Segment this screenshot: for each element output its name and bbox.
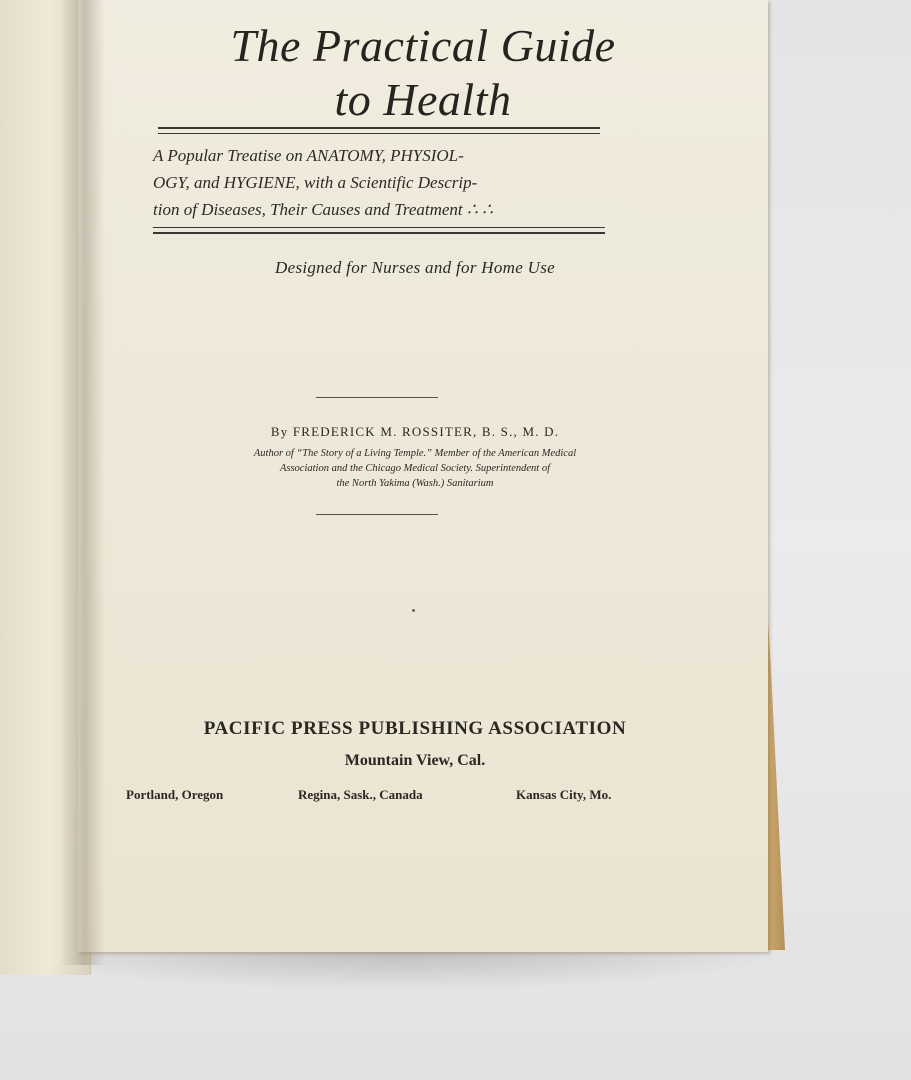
subtitle-rule-thick [153, 232, 605, 234]
book-title-line-2: to Health [334, 74, 512, 125]
author-credentials [70, 446, 760, 491]
branch-kansas-city: Kansas City, Mo. [516, 787, 612, 802]
subtitle [153, 142, 613, 223]
publisher-city: Mountain View, Cal. [344, 752, 486, 769]
title-rule-top-thick [158, 127, 600, 129]
paper-speck [412, 609, 415, 612]
author-note-line-1: Author of “The Story of a Living Temple.” Member of the American Medical [253, 448, 577, 459]
subtitle-line-1: A Popular Treatise on ANATOMY, PHYSIOL- [153, 146, 464, 165]
subtitle-line-3: tion of Diseases, Their Causes and Treatment ∴ ∴ [153, 200, 493, 219]
subtitle-rule-thin [153, 227, 605, 228]
title-rule-top-thin [158, 133, 600, 134]
book-shadow [0, 950, 790, 990]
branch-regina: Regina, Sask., Canada [298, 787, 423, 802]
ornament-rule-upper [316, 397, 438, 398]
author-note-line-2: Association and the Chicago Medical Society. Superintendent of [279, 463, 551, 474]
designed-for-line: Designed for Nurses and for Home Use [275, 258, 555, 277]
subtitle-line-2: OGY, and HYGIENE, with a Scientific Descrip- [153, 173, 478, 192]
branch-portland: Portland, Oregon [126, 787, 224, 802]
book-gutter [60, 0, 105, 965]
book-title-line-1: The Practical Guide [230, 20, 616, 71]
title-page [78, 0, 768, 952]
publisher-name: PACIFIC PRESS PUBLISHING ASSOCIATION [203, 718, 627, 739]
author-note-line-3: the North Yakima (Wash.) Sanitarium [336, 478, 494, 489]
ornament-rule-lower [316, 514, 438, 515]
author-line: By FREDERICK M. ROSSITER, B. S., M. D. [270, 424, 560, 439]
